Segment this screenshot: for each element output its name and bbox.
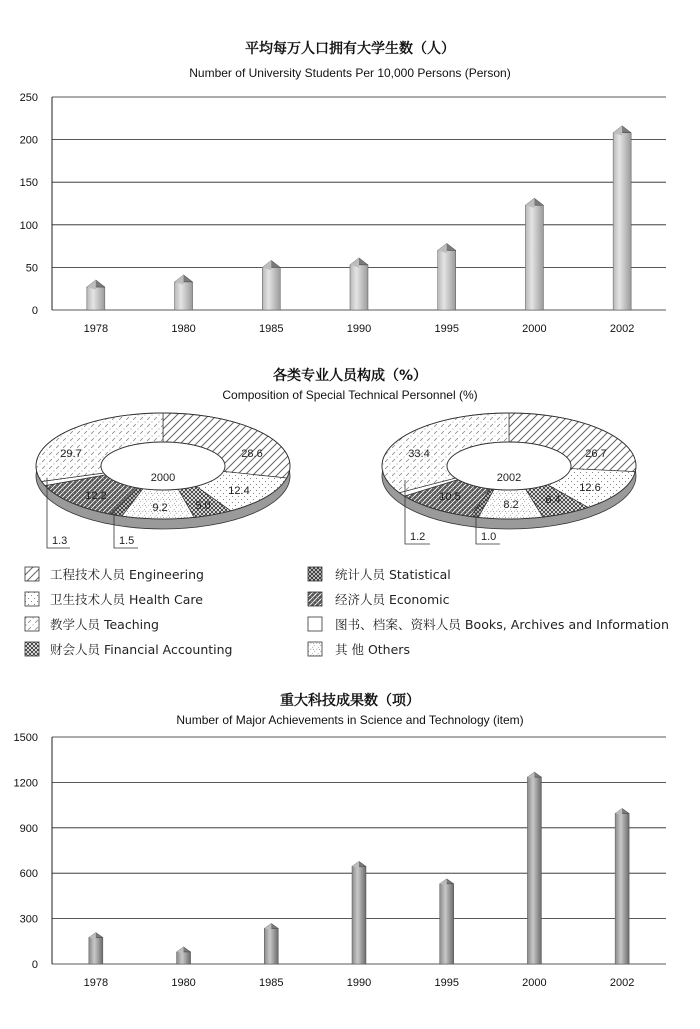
- c1-x-tick-label: 1978: [83, 323, 109, 335]
- legend-item-accounting: [25, 642, 232, 657]
- donut-2002-label-teaching: 33.4: [408, 448, 430, 460]
- donut-2002-year-label: 2002: [496, 472, 522, 484]
- c3-bar-body: [440, 884, 454, 964]
- personnel-composition-chart: [25, 367, 669, 657]
- c1-y-tick-label: 250: [19, 92, 38, 104]
- donut-2000-label-accounting: 5.0: [195, 500, 211, 512]
- chart2-title-cn: 各类专业人员构成（%）: [272, 368, 428, 384]
- chart1-title-cn: 平均每万人口拥有大学生数（人）: [245, 41, 455, 57]
- donut-2000-label-others: 9.2: [152, 502, 168, 514]
- donut-2002: [382, 413, 636, 544]
- c1-bar-1995: [438, 243, 456, 310]
- c3-x-tick-label: 2000: [522, 977, 547, 989]
- legend-swatch-teaching: [25, 617, 39, 631]
- c3-x-tick-label: 1990: [346, 977, 372, 989]
- c1-bar-2000: [525, 198, 543, 310]
- legend-label-accounting: 财会人员 Financial Accounting: [50, 642, 233, 657]
- donut-2002-label-others: 8.2: [503, 499, 519, 511]
- c3-x-tick-label: 2002: [609, 977, 635, 989]
- legend-item-others: [308, 642, 410, 657]
- legend-swatch-healthcare: [25, 592, 39, 606]
- legend-item-healthcare: [25, 592, 203, 607]
- c1-bar-body: [262, 267, 280, 310]
- c1-y-tick-label: 150: [19, 177, 38, 190]
- legend-label-teaching: 教学人员 Teaching: [50, 617, 159, 632]
- donut-2000-label-healthcare: 12.4: [228, 485, 250, 497]
- donut-2000-label-statistical: 1.5: [119, 535, 135, 547]
- c3-bar-body: [352, 866, 366, 964]
- legend-label-economic: 经济人员 Economic: [335, 592, 450, 607]
- c1-bar-body: [87, 287, 105, 310]
- c1-bar-1985: [262, 260, 280, 310]
- c1-y-tick-label: 100: [19, 219, 38, 232]
- c3-y-tick-label: 900: [19, 822, 38, 835]
- donut-2002-label-engineering: 26.7: [585, 448, 607, 460]
- chart1-x-axis: [84, 323, 635, 335]
- c1-x-tick-label: 1990: [346, 323, 372, 335]
- donut-2002-label-books: 1.2: [410, 531, 426, 543]
- c1-x-tick-label: 1995: [434, 323, 459, 335]
- c3-bar-1990: [352, 861, 366, 964]
- legend-swatch-others: [308, 642, 322, 656]
- donut-2000-label-engineering: 28.6: [241, 448, 263, 460]
- legend-label-books: 图书、档案、资料人员 Books, Archives and Information: [335, 617, 669, 632]
- c1-y-tick-label: 200: [19, 134, 38, 147]
- legend-label-healthcare: 卫生技术人员 Health Care: [50, 592, 203, 607]
- c3-y-tick-label: 0: [31, 959, 38, 971]
- chart3-title-en: Number of Major Achievements in Science and Technology (item): [176, 713, 524, 727]
- legend-item-engineering: [25, 567, 204, 582]
- donut-2000-year-label: 2000: [150, 472, 176, 484]
- c3-bar-body: [89, 938, 103, 964]
- chart2-title-en: Composition of Special Technical Personnel (%): [222, 388, 478, 402]
- donut-2000-label-books: 1.3: [52, 535, 68, 547]
- c1-y-tick-label: 0: [31, 305, 38, 317]
- c1-x-tick-label: 1985: [259, 323, 284, 335]
- donut-2002-label-economic: 10.5: [439, 491, 461, 503]
- c1-bar-1980: [175, 275, 193, 310]
- legend-label-engineering: 工程技术人员 Engineering: [50, 567, 204, 582]
- c3-bar-2000: [527, 772, 541, 964]
- c1-x-tick-label: 2002: [609, 323, 635, 335]
- legend-swatch-statistical: [308, 567, 322, 581]
- chart1-title-en: Number of University Students Per 10,000 Persons (Person): [189, 66, 511, 80]
- c1-bar-1978: [87, 280, 105, 310]
- donut-2002-label-healthcare: 12.6: [579, 482, 601, 494]
- chart1-bars: [87, 126, 631, 310]
- chart3-y-axis: [14, 732, 38, 971]
- donut-2002-label-statistical: 1.0: [481, 531, 497, 543]
- c1-bar-body: [613, 133, 631, 310]
- chart3-bars: [89, 772, 629, 964]
- c1-bar-body: [175, 282, 193, 310]
- legend-swatch-engineering: [25, 567, 39, 581]
- c3-x-tick-label: 1980: [171, 977, 196, 989]
- donut-2000-label-teaching: 29.7: [60, 448, 82, 460]
- legend-swatch-books: [308, 617, 322, 631]
- chart3-title-cn: 重大科技成果数（项）: [280, 693, 420, 709]
- legend-item-books: [308, 617, 669, 632]
- legend-label-statistical: 统计人员 Statistical: [335, 567, 451, 582]
- c3-bar-body: [264, 928, 278, 964]
- c3-y-tick-label: 1200: [13, 777, 38, 790]
- c3-x-tick-label: 1978: [83, 977, 109, 989]
- legend-swatch-economic: [308, 592, 322, 606]
- donut-2002-label-accounting: 6.4: [545, 494, 561, 506]
- c1-y-tick-label: 50: [25, 262, 38, 275]
- chart3-x-axis: [84, 977, 635, 989]
- legend-item-statistical: [308, 567, 451, 582]
- legend-swatch-accounting: [25, 642, 39, 656]
- legend-item-teaching: [25, 617, 159, 632]
- c3-x-tick-label: 1995: [434, 977, 459, 989]
- c1-x-tick-label: 2000: [522, 323, 547, 335]
- donut-2000-label-economic: 12.2: [85, 490, 107, 502]
- c3-y-tick-label: 300: [19, 913, 38, 926]
- c1-bar-body: [350, 265, 368, 310]
- c3-bar-body: [527, 777, 541, 964]
- c3-bar-1985: [264, 923, 278, 964]
- c3-x-tick-label: 1985: [259, 977, 284, 989]
- c3-bar-1995: [440, 879, 454, 964]
- c3-bar-1978: [89, 933, 103, 964]
- chart1-y-axis: [20, 92, 38, 317]
- legend-label-others: 其 他 Others: [335, 642, 410, 657]
- c1-x-tick-label: 1980: [171, 323, 196, 335]
- donut-2000: [36, 413, 290, 548]
- c3-y-tick-label: 600: [19, 868, 38, 881]
- c1-bar-body: [525, 205, 543, 310]
- c3-bar-2002: [615, 808, 629, 964]
- c3-bar-body: [615, 813, 629, 964]
- c1-bar-2002: [613, 126, 631, 310]
- c3-y-tick-label: 1500: [13, 732, 38, 744]
- legend: [25, 567, 669, 657]
- university-students-chart: [20, 40, 666, 335]
- c3-bar-1980: [177, 947, 191, 964]
- legend-item-economic: [308, 592, 450, 607]
- major-achievements-chart: [14, 692, 666, 989]
- c1-bar-body: [438, 250, 456, 310]
- c1-bar-1990: [350, 258, 368, 310]
